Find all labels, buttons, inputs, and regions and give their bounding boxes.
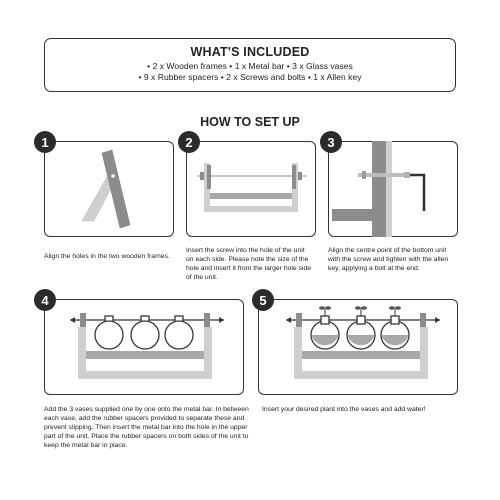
step-2-badge: 2 bbox=[178, 131, 200, 153]
included-items-line-1: • 2 x Wooden frames • 1 x Metal bar • 3 x Glass vases bbox=[147, 61, 353, 71]
whats-included-title: WHAT'S INCLUDED bbox=[190, 45, 310, 59]
step-5-caption: Insert your desired plant into the vases and add water! bbox=[262, 406, 426, 413]
step-4-illustration bbox=[44, 299, 244, 395]
included-items-line-2: • 9 x Rubber spacers • 2 x Screws and bolts • 1 x Allen key bbox=[138, 72, 362, 82]
how-to-set-up-heading: HOW TO SET UP bbox=[200, 115, 300, 129]
step-4-caption: Add the 3 vases supplied one by one onto the metal bar. In between each vase, add the rubber spacers provided to separate these and prevent slipping. Then insert the metal bar into the hole in the upper part of the unit. Place the rubber spacers on both sides of the unit to keep the metal bar in place. bbox=[44, 406, 249, 449]
step-1-caption: Align the holes in the two wooden frames. bbox=[44, 253, 170, 260]
step-1-illustration bbox=[44, 141, 174, 237]
step-2-illustration bbox=[186, 141, 316, 237]
step-1-badge: 1 bbox=[34, 131, 56, 153]
step-3-badge: 3 bbox=[320, 131, 342, 153]
step-5-badge: 5 bbox=[252, 289, 274, 311]
step-5-illustration bbox=[258, 299, 458, 395]
step-4-badge: 4 bbox=[34, 289, 56, 311]
step-3-caption: Align the centre point of the bottom unit with the screw and tighten with the allen key, applying a bolt at the end. bbox=[328, 247, 449, 272]
step-2-caption: Insert the screw into the hole of the unit on each side. Please note the size of the hole and insert it from the larger hole side of the unit. bbox=[186, 247, 312, 281]
whats-included-box bbox=[44, 38, 456, 92]
step-3-illustration bbox=[328, 141, 458, 237]
